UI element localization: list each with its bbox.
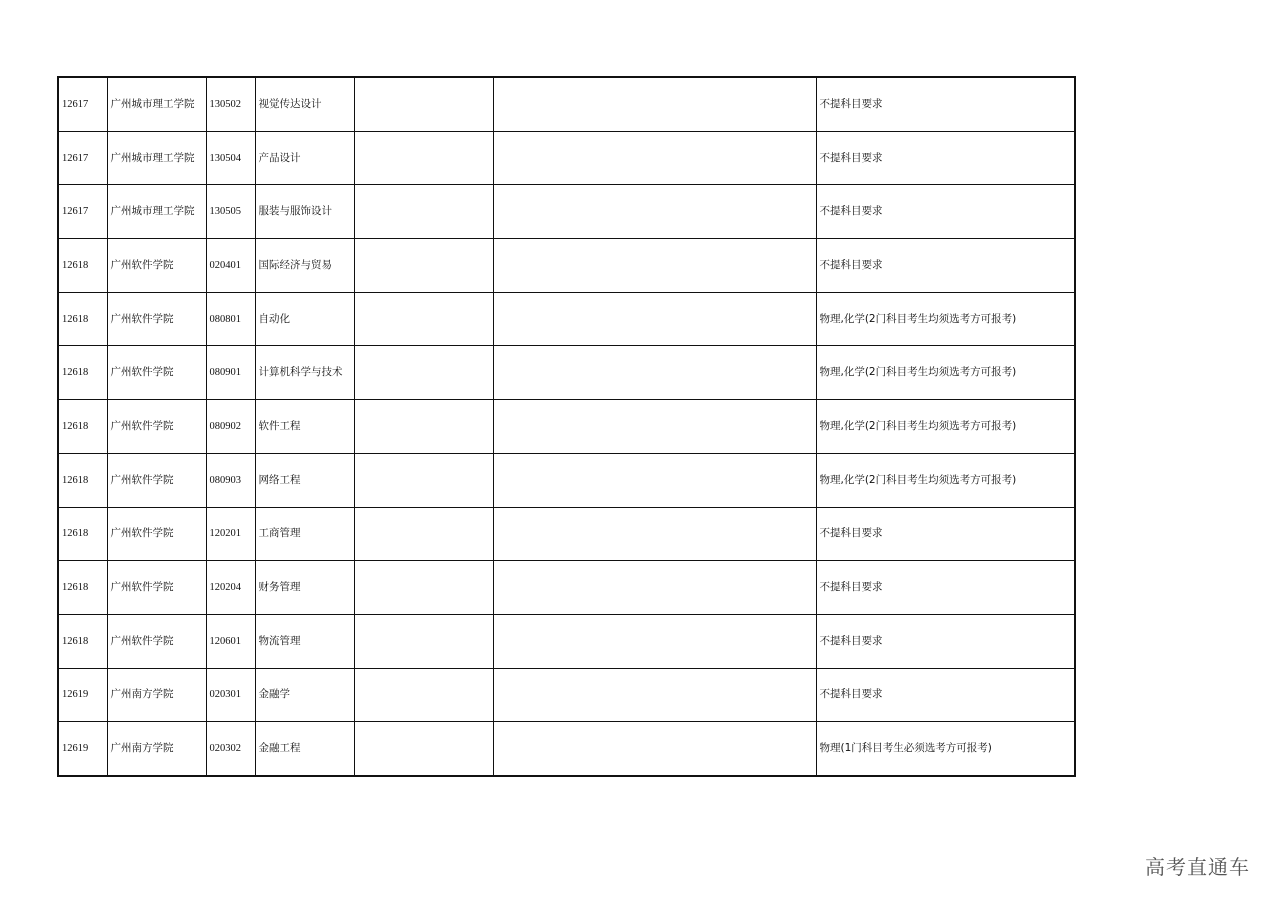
school-code-cell: 12618 (58, 346, 107, 400)
school-name-cell: 广州软件学院 (107, 346, 206, 400)
subject-requirement-cell: 物理(1门科目考生必须选考方可报考) (816, 722, 1075, 776)
school-code-cell: 12618 (58, 292, 107, 346)
major-code-cell: 080801 (206, 292, 255, 346)
school-code-cell: 12618 (58, 453, 107, 507)
table-row (58, 292, 1075, 346)
subject-requirement-cell: 不提科目要求 (816, 131, 1075, 185)
empty-cell-5 (354, 614, 493, 668)
subject-requirement-cell: 不提科目要求 (816, 239, 1075, 293)
subject-requirement-cell: 物理,化学(2门科目考生均须选考方可报考) (816, 400, 1075, 454)
school-name-cell: 广州软件学院 (107, 507, 206, 561)
table-row (58, 346, 1075, 400)
school-name-cell: 广州南方学院 (107, 668, 206, 722)
major-code-cell: 120601 (206, 614, 255, 668)
major-name-cell: 软件工程 (255, 400, 354, 454)
subject-requirement-cell: 不提科目要求 (816, 614, 1075, 668)
major-name-cell: 产品设计 (255, 131, 354, 185)
empty-cell-6 (493, 131, 816, 185)
school-name-cell: 广州软件学院 (107, 453, 206, 507)
watermark-logo-text: 高考直通车 (1145, 855, 1250, 879)
major-name-cell: 网络工程 (255, 453, 354, 507)
empty-cell-5 (354, 77, 493, 131)
major-code-cell: 080901 (206, 346, 255, 400)
major-name-cell: 国际经济与贸易 (255, 239, 354, 293)
school-code-cell: 12618 (58, 614, 107, 668)
major-code-cell: 130504 (206, 131, 255, 185)
major-name-cell: 视觉传达设计 (255, 77, 354, 131)
major-code-cell: 020301 (206, 668, 255, 722)
major-code-cell: 130505 (206, 185, 255, 239)
empty-cell-5 (354, 507, 493, 561)
school-code-cell: 12618 (58, 239, 107, 293)
table-row (58, 507, 1075, 561)
subject-requirement-cell: 物理,化学(2门科目考生均须选考方可报考) (816, 346, 1075, 400)
empty-cell-5 (354, 292, 493, 346)
school-name-cell: 广州城市理工学院 (107, 185, 206, 239)
subject-requirement-cell: 不提科目要求 (816, 507, 1075, 561)
school-code-cell: 12618 (58, 561, 107, 615)
major-name-cell: 金融学 (255, 668, 354, 722)
school-name-cell: 广州软件学院 (107, 400, 206, 454)
empty-cell-6 (493, 400, 816, 454)
school-code-cell: 12617 (58, 77, 107, 131)
empty-cell-6 (493, 722, 816, 776)
major-name-cell: 计算机科学与技术 (255, 346, 354, 400)
major-name-cell: 物流管理 (255, 614, 354, 668)
major-code-cell: 120204 (206, 561, 255, 615)
major-code-cell: 020401 (206, 239, 255, 293)
subject-requirement-table (57, 76, 1076, 777)
empty-cell-6 (493, 561, 816, 615)
major-code-cell: 020302 (206, 722, 255, 776)
empty-cell-5 (354, 668, 493, 722)
empty-cell-5 (354, 722, 493, 776)
school-name-cell: 广州软件学院 (107, 239, 206, 293)
table-row (58, 453, 1075, 507)
major-name-cell: 财务管理 (255, 561, 354, 615)
major-name-cell: 金融工程 (255, 722, 354, 776)
empty-cell-6 (493, 292, 816, 346)
empty-cell-6 (493, 614, 816, 668)
school-code-cell: 12619 (58, 668, 107, 722)
school-name-cell: 广州软件学院 (107, 614, 206, 668)
school-name-cell: 广州软件学院 (107, 561, 206, 615)
major-name-cell: 服装与服饰设计 (255, 185, 354, 239)
subject-requirement-cell: 不提科目要求 (816, 77, 1075, 131)
major-name-cell: 工商管理 (255, 507, 354, 561)
school-code-cell: 12618 (58, 507, 107, 561)
school-code-cell: 12617 (58, 185, 107, 239)
empty-cell-6 (493, 346, 816, 400)
empty-cell-5 (354, 453, 493, 507)
empty-cell-5 (354, 239, 493, 293)
school-name-cell: 广州软件学院 (107, 292, 206, 346)
school-code-cell: 12618 (58, 400, 107, 454)
table-row (58, 239, 1075, 293)
table-row (58, 668, 1075, 722)
major-code-cell: 120201 (206, 507, 255, 561)
empty-cell-6 (493, 668, 816, 722)
empty-cell-6 (493, 185, 816, 239)
table-row (58, 77, 1075, 131)
subject-requirement-cell: 物理,化学(2门科目考生均须选考方可报考) (816, 292, 1075, 346)
empty-cell-6 (493, 507, 816, 561)
empty-cell-5 (354, 131, 493, 185)
major-code-cell: 130502 (206, 77, 255, 131)
school-name-cell: 广州城市理工学院 (107, 131, 206, 185)
school-code-cell: 12619 (58, 722, 107, 776)
empty-cell-6 (493, 77, 816, 131)
table-row (58, 185, 1075, 239)
empty-cell-5 (354, 561, 493, 615)
major-code-cell: 080903 (206, 453, 255, 507)
subject-requirement-cell: 不提科目要求 (816, 668, 1075, 722)
school-name-cell: 广州南方学院 (107, 722, 206, 776)
table-row (58, 614, 1075, 668)
major-code-cell: 080902 (206, 400, 255, 454)
empty-cell-6 (493, 453, 816, 507)
subject-requirement-cell: 不提科目要求 (816, 185, 1075, 239)
school-name-cell: 广州城市理工学院 (107, 77, 206, 131)
subject-requirement-cell: 不提科目要求 (816, 561, 1075, 615)
major-name-cell: 自动化 (255, 292, 354, 346)
subject-requirement-cell: 物理,化学(2门科目考生均须选考方可报考) (816, 453, 1075, 507)
school-code-cell: 12617 (58, 131, 107, 185)
empty-cell-5 (354, 185, 493, 239)
table-row (58, 722, 1075, 776)
table-row (58, 131, 1075, 185)
empty-cell-6 (493, 239, 816, 293)
empty-cell-5 (354, 346, 493, 400)
table-row (58, 400, 1075, 454)
empty-cell-5 (354, 400, 493, 454)
table-row (58, 561, 1075, 615)
